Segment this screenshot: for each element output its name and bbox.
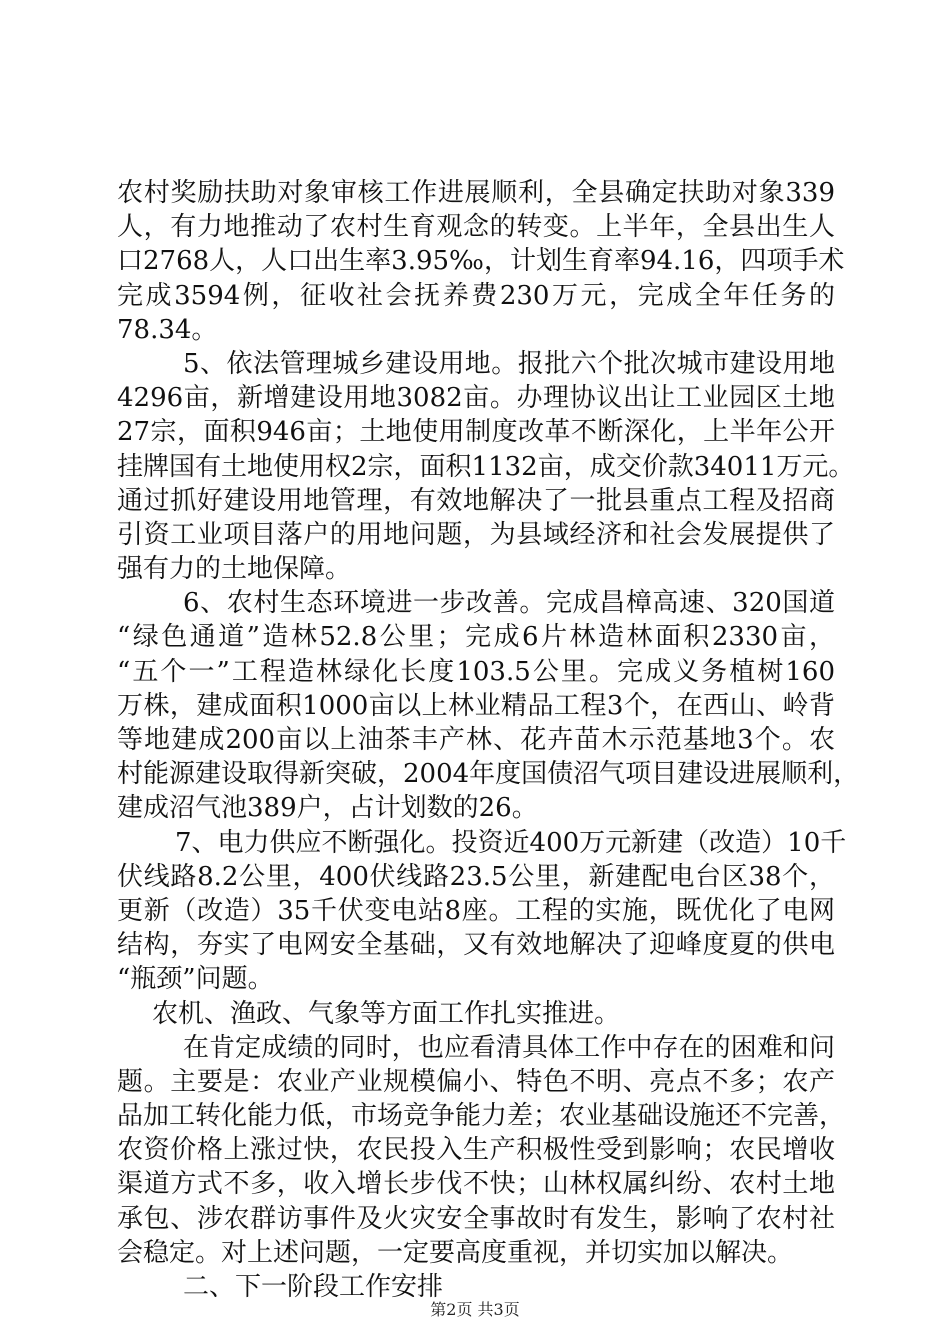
text-line: 会稳定。对上述问题，一定要高度重视，并切实加以解决。: [117, 1237, 794, 1268]
text-line: 农资价格上涨过快，农民投入生产积极性受到影响；农民增收: [117, 1135, 835, 1166]
text-line: 等地建成200亩以上油茶丰产林、花卉苗木示范基地3个。农: [117, 725, 835, 755]
paragraph-line: 农机、渔政、气象等方面工作扎实推进。: [152, 998, 621, 1029]
paragraph-first-line: 7、电力供应不断强化。投资近400万元新建（改造）10千: [175, 827, 847, 858]
text-line: 78.34。: [117, 314, 218, 345]
text-line: 建成沼气池389户，占计划数的26。: [117, 793, 538, 824]
text-line: “绿色通道”造林52.8公里；完成6片林造林面积2330亩，: [117, 622, 835, 653]
text-line: 挂牌国有土地使用权2宗，面积1132亩，成交价款34011万元。: [117, 451, 855, 482]
text-line: 人，有力地推动了农村生育观念的转变。上半年，全县出生人: [117, 212, 835, 243]
section-heading: 二、下一阶段工作安排: [183, 1272, 444, 1302]
text-line: “五个一”工程造林绿化长度103.5公里。完成义务植树160: [117, 656, 835, 687]
text-line: 承包、涉农群访事件及火灾安全事故时有发生，影响了农村社: [117, 1203, 835, 1234]
text-line: 结构，夯实了电网安全基础，又有效地解决了迎峰度夏的供电: [117, 930, 835, 961]
text-line: 农村奖励扶助对象审核工作进展顺利，全县确定扶助对象339: [117, 178, 835, 208]
text-line: 伏线路8.2公里，400伏线路23.5公里，新建配电台区38个，: [117, 861, 835, 892]
text-line: 27宗，面积946亩；土地使用制度改革不断深化，上半年公开: [117, 417, 835, 448]
body-text: [117, 176, 860, 1304]
paragraph-first-line: 5、依法管理城乡建设用地。报批六个批次城市建设用地: [183, 348, 835, 379]
text-line: 万株，建成面积1000亩以上林业精品工程3个，在西山、岭背: [117, 690, 835, 721]
text-line: 强有力的土地保障。: [117, 554, 352, 585]
text-line: “瓶颈”问题。: [117, 964, 274, 995]
text-line: 渠道方式不多，收入增长步伐不快；山林权属纠纷、农村土地: [117, 1169, 835, 1200]
text-line: 村能源建设取得新突破，2004年度国债沼气项目建设进展顺利，: [117, 759, 860, 790]
paragraph-first-line: 6、农村生态环境进一步改善。完成昌樟高速、320国道: [183, 588, 835, 619]
text-line: 通过抓好建设用地管理，有效地解决了一批县重点工程及招商: [117, 485, 835, 516]
text-line: 更新（改造）35千伏变电站8座。工程的实施，既优化了电网: [117, 895, 835, 926]
text-line: 4296亩，新增建设用地3082亩。办理协议出让工业园区土地: [117, 383, 835, 414]
text-line: 口2768人，人口出生率3.95‰，计划生育率94.16，四项手术: [117, 246, 845, 277]
text-line: 完成3594例，征收社会抚养费230万元，完成全年任务的: [117, 280, 835, 311]
text-line: 品加工转化能力低，市场竞争能力差；农业基础设施还不完善，: [117, 1101, 846, 1132]
page-number-footer: 第2页 共3页: [430, 1300, 520, 1319]
text-line: 题。主要是：农业产业规模偏小、特色不明、亮点不多；农产: [117, 1066, 835, 1097]
text-line: 引资工业项目落户的用地问题，为县域经济和社会发展提供了: [117, 519, 835, 550]
paragraph-first-line: 在肯定成绩的同时，也应看清具体工作中存在的困难和问: [183, 1032, 835, 1063]
